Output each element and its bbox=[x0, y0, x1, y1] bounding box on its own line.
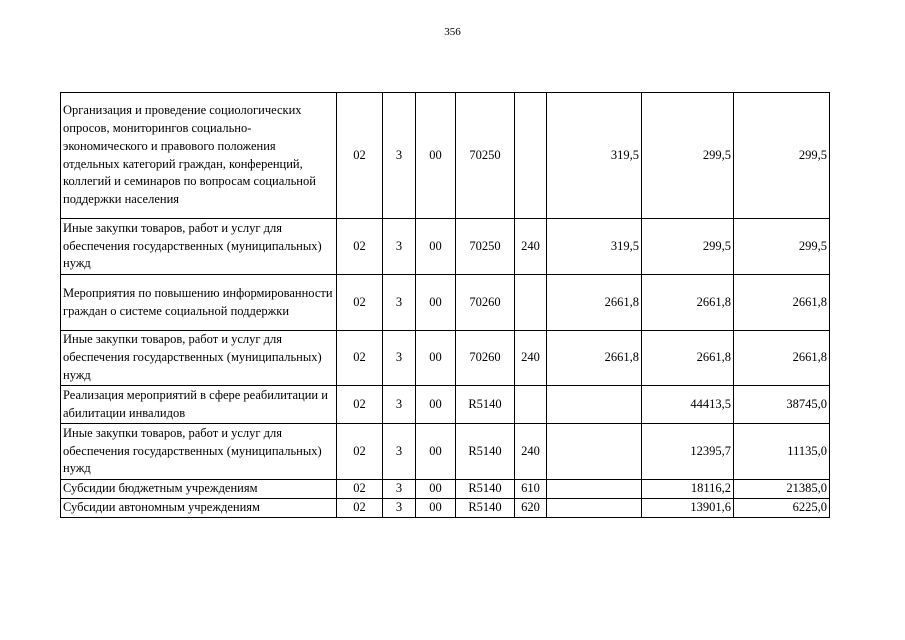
target-code: R5140 bbox=[456, 498, 515, 517]
target-code: 70250 bbox=[456, 93, 515, 219]
page-number: 356 bbox=[444, 26, 461, 38]
value-2: 18116,2 bbox=[642, 480, 734, 499]
expense-type-code: 240 bbox=[515, 219, 547, 275]
value-3: 21385,0 bbox=[734, 480, 830, 499]
subsection-code: 3 bbox=[383, 219, 416, 275]
value-2: 12395,7 bbox=[642, 424, 734, 480]
value-1: 2661,8 bbox=[547, 275, 642, 331]
section-code: 02 bbox=[337, 219, 383, 275]
program-code: 00 bbox=[416, 386, 456, 424]
value-3: 299,5 bbox=[734, 219, 830, 275]
program-code: 00 bbox=[416, 424, 456, 480]
target-code: 70260 bbox=[456, 275, 515, 331]
value-1 bbox=[547, 386, 642, 424]
value-3: 11135,0 bbox=[734, 424, 830, 480]
program-code: 00 bbox=[416, 93, 456, 219]
value-1 bbox=[547, 480, 642, 499]
subsection-code: 3 bbox=[383, 386, 416, 424]
table-row bbox=[61, 424, 830, 480]
table-row bbox=[61, 480, 830, 499]
table-row bbox=[61, 386, 830, 424]
value-2: 2661,8 bbox=[642, 331, 734, 386]
value-3: 299,5 bbox=[734, 93, 830, 219]
section-code: 02 bbox=[337, 498, 383, 517]
section-code: 02 bbox=[337, 331, 383, 386]
row-name: Организация и проведение социологических опросов, мониторингов социально-экономического и правового положения отдельных категорий граждан, конференций, коллегий и семинаров по вопросам социальной поддержки населения bbox=[61, 93, 337, 219]
value-3: 6225,0 bbox=[734, 498, 830, 517]
row-name: Субсидии автономным учреждениям bbox=[61, 498, 337, 517]
section-code: 02 bbox=[337, 275, 383, 331]
section-code: 02 bbox=[337, 386, 383, 424]
target-code: 70250 bbox=[456, 219, 515, 275]
value-1 bbox=[547, 498, 642, 517]
row-name: Субсидии бюджетным учреждениям bbox=[61, 480, 337, 499]
target-code: R5140 bbox=[456, 480, 515, 499]
expense-type-code: 240 bbox=[515, 424, 547, 480]
subsection-code: 3 bbox=[383, 498, 416, 517]
expense-type-code bbox=[515, 386, 547, 424]
table-row bbox=[61, 331, 830, 386]
target-code: R5140 bbox=[456, 386, 515, 424]
expense-type-code: 620 bbox=[515, 498, 547, 517]
value-1: 319,5 bbox=[547, 219, 642, 275]
row-name: Иные закупки товаров, работ и услуг для обеспечения государственных (муниципальных) нужд bbox=[61, 331, 337, 386]
program-code: 00 bbox=[416, 219, 456, 275]
program-code: 00 bbox=[416, 480, 456, 499]
subsection-code: 3 bbox=[383, 275, 416, 331]
value-1: 2661,8 bbox=[547, 331, 642, 386]
expense-type-code: 610 bbox=[515, 480, 547, 499]
value-2: 299,5 bbox=[642, 93, 734, 219]
table-row bbox=[61, 219, 830, 275]
table-row bbox=[61, 93, 830, 219]
program-code: 00 bbox=[416, 275, 456, 331]
target-code: 70260 bbox=[456, 331, 515, 386]
value-2: 44413,5 bbox=[642, 386, 734, 424]
budget-table bbox=[60, 92, 830, 518]
table-row bbox=[61, 498, 830, 517]
subsection-code: 3 bbox=[383, 93, 416, 219]
row-name: Реализация мероприятий в сфере реабилитации и абилитации инвалидов bbox=[61, 386, 337, 424]
value-2: 2661,8 bbox=[642, 275, 734, 331]
table-row bbox=[61, 275, 830, 331]
program-code: 00 bbox=[416, 331, 456, 386]
row-name: Мероприятия по повышению информированности граждан о системе социальной поддержки bbox=[61, 275, 337, 331]
subsection-code: 3 bbox=[383, 480, 416, 499]
expense-type-code: 240 bbox=[515, 331, 547, 386]
program-code: 00 bbox=[416, 498, 456, 517]
value-3: 38745,0 bbox=[734, 386, 830, 424]
value-3: 2661,8 bbox=[734, 331, 830, 386]
value-1: 319,5 bbox=[547, 93, 642, 219]
subsection-code: 3 bbox=[383, 424, 416, 480]
value-2: 13901,6 bbox=[642, 498, 734, 517]
expense-type-code bbox=[515, 93, 547, 219]
subsection-code: 3 bbox=[383, 331, 416, 386]
value-1 bbox=[547, 424, 642, 480]
row-name: Иные закупки товаров, работ и услуг для обеспечения государственных (муниципальных) нужд bbox=[61, 219, 337, 275]
expense-type-code bbox=[515, 275, 547, 331]
value-2: 299,5 bbox=[642, 219, 734, 275]
section-code: 02 bbox=[337, 424, 383, 480]
value-3: 2661,8 bbox=[734, 275, 830, 331]
row-name: Иные закупки товаров, работ и услуг для обеспечения государственных (муниципальных) нужд bbox=[61, 424, 337, 480]
section-code: 02 bbox=[337, 93, 383, 219]
target-code: R5140 bbox=[456, 424, 515, 480]
section-code: 02 bbox=[337, 480, 383, 499]
